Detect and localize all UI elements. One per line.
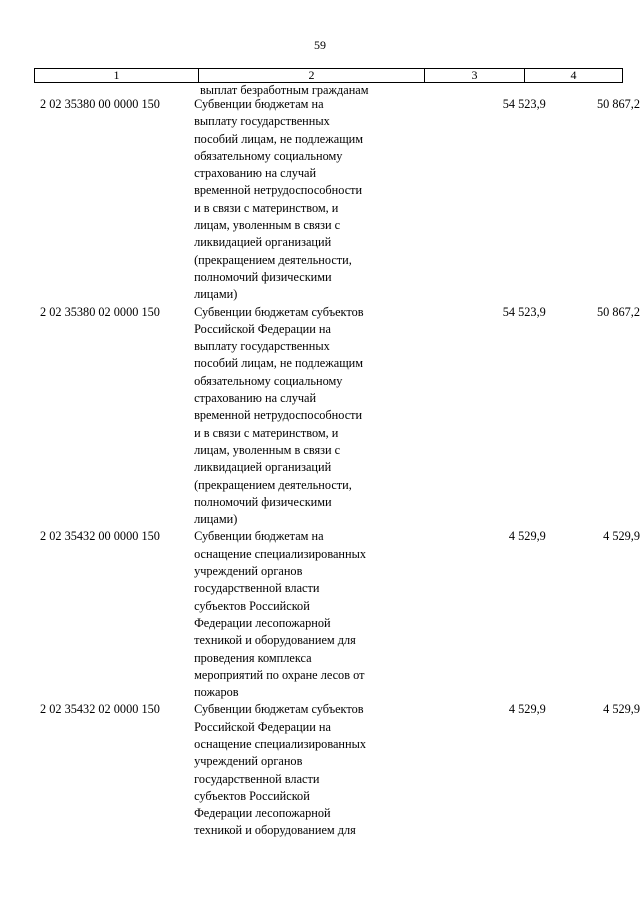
budget-code: 2 02 35432 02 0000 150	[40, 702, 160, 717]
description-line: учреждений органов	[194, 564, 303, 579]
table-row	[0, 304, 640, 529]
description-line: полномочий физическими	[194, 269, 332, 284]
description-line: обязательному социальному	[194, 373, 343, 388]
description-line: лицами)	[194, 512, 238, 527]
value-column-3: 4 529,9	[508, 702, 546, 717]
description-line: выплату государственных	[194, 114, 330, 129]
description-line: пожаров	[194, 685, 239, 700]
table-body	[0, 84, 640, 840]
description-line: лицам, уволенным в связи с	[194, 442, 341, 457]
page-number: 59	[314, 38, 326, 52]
description-line: ликвидацией организаций	[194, 235, 332, 250]
description-line: лицами)	[194, 287, 238, 302]
value-column-4: 4 529,9	[603, 529, 640, 544]
description-line: учреждений органов	[194, 754, 303, 769]
description-line: пособий лицам, не подлежащим	[194, 131, 364, 146]
column-header-3: 3	[424, 69, 524, 82]
description-line: (прекращением деятельности,	[194, 477, 352, 492]
description-line: страхованию на случай	[194, 166, 317, 181]
description-line: Субвенции бюджетам на	[194, 529, 324, 544]
description-line: Субвенции бюджетам на	[194, 97, 324, 111]
value-column-4: 4 529,9	[603, 702, 640, 717]
description-line: страхованию на случай	[194, 391, 317, 406]
description-line: временной нетрудоспособности	[194, 183, 363, 198]
description-line: субъектов Российской	[194, 788, 310, 803]
value-column-3: 54 523,9	[502, 304, 546, 319]
value-column-4: 50 867,2	[596, 97, 640, 111]
description-line: техникой и оборудованием для	[194, 633, 356, 648]
description-line: оснащение специализированных	[194, 546, 367, 561]
description-line: выплату государственных	[194, 339, 330, 354]
continuation-description	[200, 84, 418, 96]
row-description	[194, 304, 404, 529]
description-line: Федерации лесопожарной	[194, 615, 331, 630]
table-header	[34, 68, 623, 83]
row-description	[194, 701, 404, 839]
column-header-4: 4	[524, 69, 622, 82]
description-line: (прекращением деятельности,	[194, 252, 352, 267]
table-row	[0, 96, 640, 304]
description-line: лицам, уволенным в связи с	[194, 218, 341, 233]
description-line: временной нетрудоспособности	[194, 408, 363, 423]
row-description	[194, 528, 404, 701]
description-line: Российской Федерации на	[194, 719, 331, 734]
description-line: Субвенции бюджетам субъектов	[194, 702, 364, 717]
description-line: техникой и оборудованием для	[194, 823, 356, 838]
budget-code: 2 02 35432 00 0000 150	[40, 529, 160, 544]
description-line: субъектов Российской	[194, 598, 310, 613]
table-row	[0, 528, 640, 701]
description-line: пособий лицам, не подлежащим	[194, 356, 364, 371]
description-line: оснащение специализированных	[194, 736, 367, 751]
continuation-row	[0, 84, 640, 96]
description-line: ликвидацией организаций	[194, 460, 332, 475]
row-description	[194, 96, 404, 304]
description-line: Федерации лесопожарной	[194, 806, 331, 821]
value-column-4: 50 867,2	[596, 304, 640, 319]
description-line: и в связи с материнством, и	[194, 425, 339, 440]
budget-code: 2 02 35380 00 0000 150	[40, 97, 160, 111]
description-line: государственной власти	[194, 771, 320, 786]
description-line: мероприятий по охране лесов от	[194, 667, 365, 682]
value-column-3: 4 529,9	[508, 529, 546, 544]
description-line: Субвенции бюджетам субъектов	[194, 304, 364, 319]
value-column-3: 54 523,9	[502, 97, 546, 111]
description-line: выплат безработным гражданам	[200, 83, 369, 97]
description-line: и в связи с материнством, и	[194, 200, 339, 215]
description-line: государственной власти	[194, 581, 320, 596]
description-line: полномочий физическими	[194, 494, 332, 509]
description-line: обязательному социальному	[194, 148, 343, 163]
column-header-2: 2	[198, 69, 424, 82]
budget-code: 2 02 35380 02 0000 150	[40, 304, 160, 319]
description-line: Российской Федерации на	[194, 321, 331, 336]
description-line: проведения комплекса	[194, 650, 312, 665]
table-row	[0, 701, 640, 839]
column-header-1: 1	[113, 68, 120, 82]
